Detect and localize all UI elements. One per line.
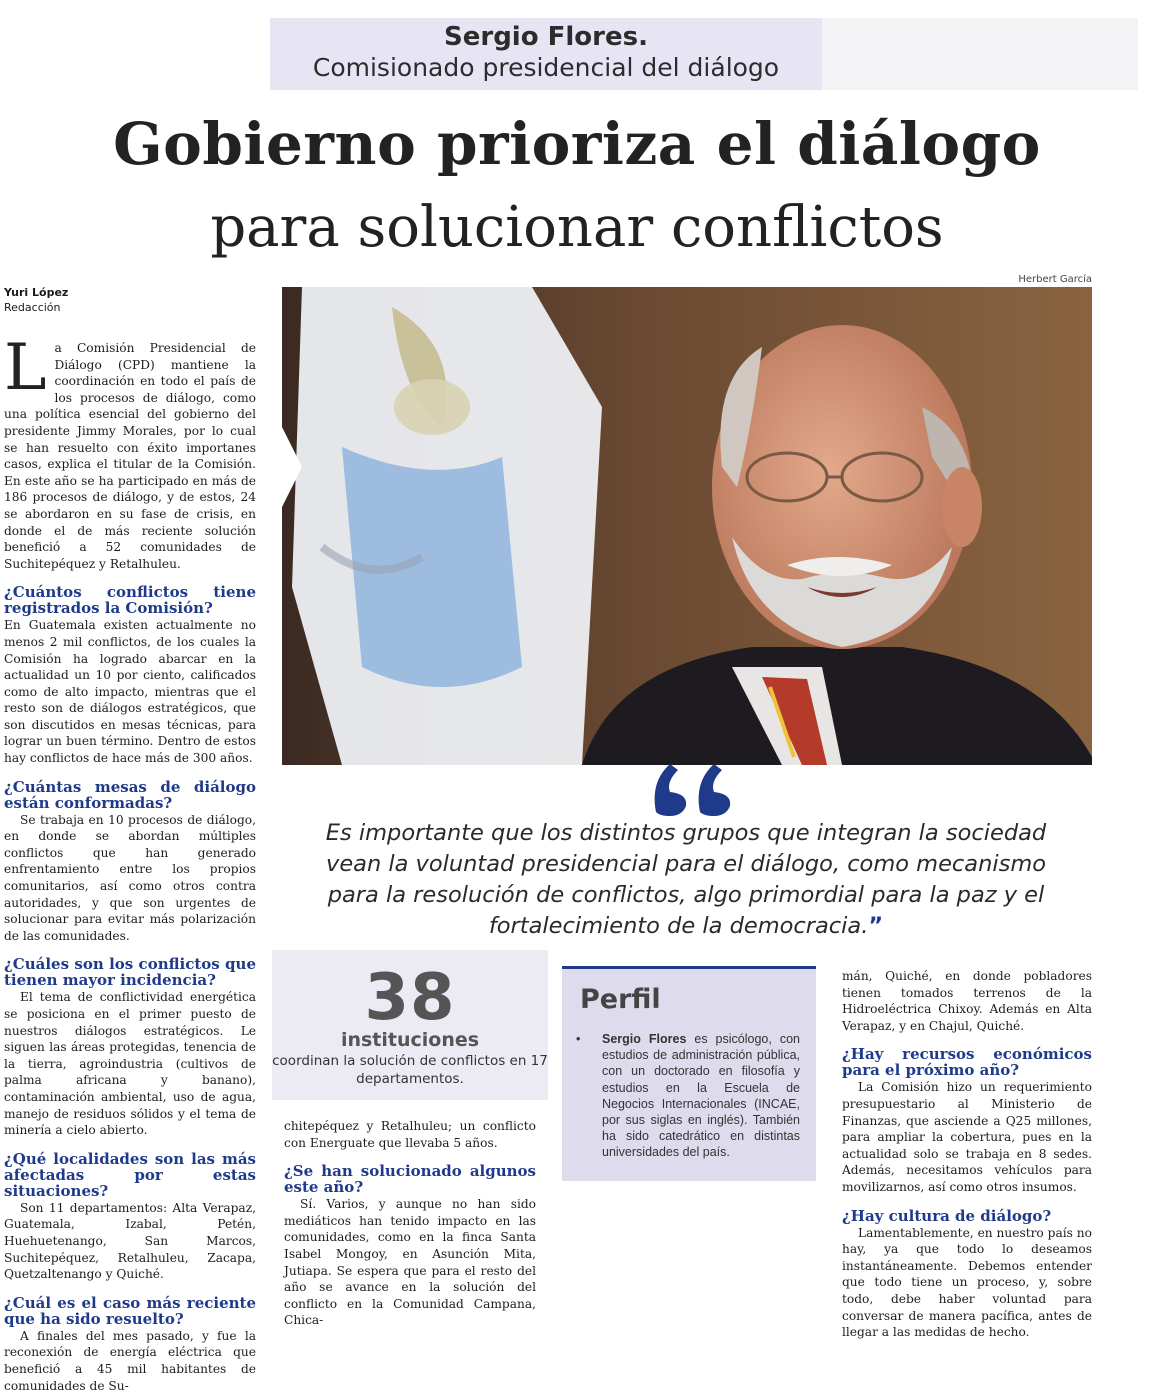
answer-paragraph: La Comisión hizo un requerimiento presupuestario al Ministerio de Finanzas, que asciende a Q25 millones, para ampliar la cobertura, pues en la actualidad solo se trabaja en 8 sedes. Además, necesitamos vehículos para movilizarnos, así como otros insumos. bbox=[842, 1080, 1092, 1194]
banner-extension bbox=[822, 18, 1138, 90]
answer-paragraph: Se trabaja en 10 procesos de diálogo, en donde se abordan múltiples conflictos que han generado enfrentamiento entre los propios comunitarios, así como otros contra autoridades, y que son urgentes de solucionar para evitar más polarización de las comunidades. bbox=[4, 812, 256, 943]
article-column-right bbox=[842, 968, 1092, 1341]
byline-desk: Redacción bbox=[4, 301, 61, 314]
drop-cap: L bbox=[4, 331, 47, 405]
pull-quote bbox=[300, 818, 1072, 942]
quote-close-mark: ” bbox=[868, 913, 884, 939]
answer-paragraph: Lamentablemente, en nuestro país no hay, ya que todo lo deseamos instantáneamente. Debemos entender que todo tiene un proceso, y, sobre todo, debe haber voluntad para conversar de manera pacífica, antes de llegar a las medidas de hecho. bbox=[842, 1225, 1092, 1340]
subject-name: Sergio Flores. bbox=[444, 22, 648, 52]
question-heading: ¿Cuáles son los conflictos que tienen mayor incidencia? bbox=[4, 955, 256, 990]
answer-paragraph: A finales del mes pasado, y fue la reconexión de energía eléctrica que benefició a 45 mil habitantes de comunidades de Su- bbox=[4, 1328, 256, 1393]
stat-description: coordinan la solución de conflictos en 17 departamentos. bbox=[272, 1053, 548, 1087]
headline-line-2: para solucionar conflictos bbox=[210, 195, 944, 260]
article-column-middle bbox=[284, 1118, 536, 1329]
answer-paragraph: Sí. Varios, y aunque no han sido mediáticos han tenido impacto en las comunidades, como en la finca Santa Isabel Mongoy, en Asunción Mita, Jutiapa. Se espera que para el resto del año se avance en la solución del conflicto en la Comunidad Campana, Chica- bbox=[284, 1197, 536, 1328]
answer-paragraph: El tema de conflictividad energética se posiciona en el primer puesto de nuestros diálogos estratégicos. Le siguen las áreas protegidas, tenencia de la tierra, agroindustria (cultivos de palma africana y banano), contaminación ambiental, uso de agua, manejo de residuos sólidos y el tema de minería a cielo abierto. bbox=[4, 990, 256, 1138]
question-heading: ¿Cuántas mesas de diálogo están conformadas? bbox=[4, 777, 256, 812]
profile-name: Sergio Flores bbox=[602, 1032, 687, 1046]
answer-paragraph: En Guatemala existen actualmente no menos 2 mil conflictos, de los cuales la Comisión ha logrado abarcar en la actualidad un 10 por ciento, calificados como de alto impacto, mientras que el resto son de diálogos estratégicos, que son discutidos en mesas técnicas, para lograr un buen término. Dentro de estos hay conflictos de hace más de 300 años. bbox=[4, 618, 256, 766]
question-heading: ¿Se han solucionado algunos este año? bbox=[284, 1162, 536, 1197]
question-heading: ¿Cuántos conflictos tiene registrados la Comisión? bbox=[4, 583, 256, 618]
question-heading: ¿Hay recursos económicos para el próximo año? bbox=[842, 1045, 1092, 1080]
bullet-icon: • bbox=[576, 1032, 581, 1046]
continuation-paragraph: mán, Quiché, en donde pobladores tienen tomados terrenos de la Hidroeléctrica Chixoy. Además en Alta Verapaz, y en Chajul, Quiché. bbox=[842, 969, 1092, 1033]
headline-line-1: Gobierno prioriza el diálogo bbox=[113, 110, 1041, 178]
stat-number: 38 bbox=[364, 961, 456, 1035]
subject-role: Comisionado presidencial del diálogo bbox=[312, 53, 780, 82]
profile-title: Perfil bbox=[580, 984, 661, 1015]
continuation-paragraph: chitepéquez y Retalhuleu; un conflicto con Energuate que llevaba 5 años. bbox=[284, 1119, 536, 1150]
question-heading: ¿Cuál es el caso más reciente que ha sido resuelto? bbox=[4, 1293, 256, 1328]
photo-credit: Herbert García bbox=[1018, 274, 1092, 285]
profile-box bbox=[562, 966, 816, 1181]
profile-description: es psicólogo, con estudios de administración pública, con un doctorado en filosofía y estudios en la Escuela de Negocios Internacionales (INCAE, por sus siglas en inglés). También ha sido catedrático en distintas universidades del país. bbox=[602, 1032, 800, 1160]
article-lead-text: a Comisión Presidencial de Diálogo (CPD) mantiene la coordinación en todo el país de los procesos de diálogo, como una política esencial del gobierno del presidente Jimmy Morales, por lo cual se han resuelto con éxito importanes casos, explica el titular de la Comisión. En este año se ha participado en más de 186 procesos de diálogo, y de estos, 24 se abordaron en su fase de crisis, en donde el de más reciente solución benefició a 52 comunidades de Suchitepéquez y Retalhuleu. bbox=[4, 341, 256, 571]
quote-open-icon bbox=[648, 752, 738, 816]
pull-quote-text: Es importante que los distintos grupos que integran la sociedad vean la voluntad presidencial para el diálogo, como mecanismo para la resolución de conflictos, algo primordial para la paz y el fortalecimiento de la democracia. bbox=[325, 820, 1047, 939]
question-heading: ¿Qué localidades son las más afectadas por estas situaciones? bbox=[4, 1149, 256, 1200]
answer-paragraph: Son 11 departamentos: Alta Verapaz, Guatemala, Izabal, Petén, Huehuetenango, San Marcos, Suchitepéquez, Retalhuleu, Zacapa, Quetzaltenango y Quiché. bbox=[4, 1200, 256, 1282]
portrait-illustration bbox=[282, 287, 1092, 765]
byline bbox=[4, 286, 68, 314]
portrait-photo bbox=[282, 287, 1092, 765]
article-column-left bbox=[4, 331, 256, 1394]
stat-box bbox=[272, 950, 548, 1100]
article-lead bbox=[4, 331, 256, 572]
profile-text bbox=[576, 1031, 800, 1161]
byline-author: Yuri López bbox=[4, 286, 69, 299]
question-heading: ¿Hay cultura de diálogo? bbox=[842, 1206, 1052, 1225]
subject-banner bbox=[270, 18, 822, 90]
stat-unit: instituciones bbox=[340, 1029, 480, 1051]
